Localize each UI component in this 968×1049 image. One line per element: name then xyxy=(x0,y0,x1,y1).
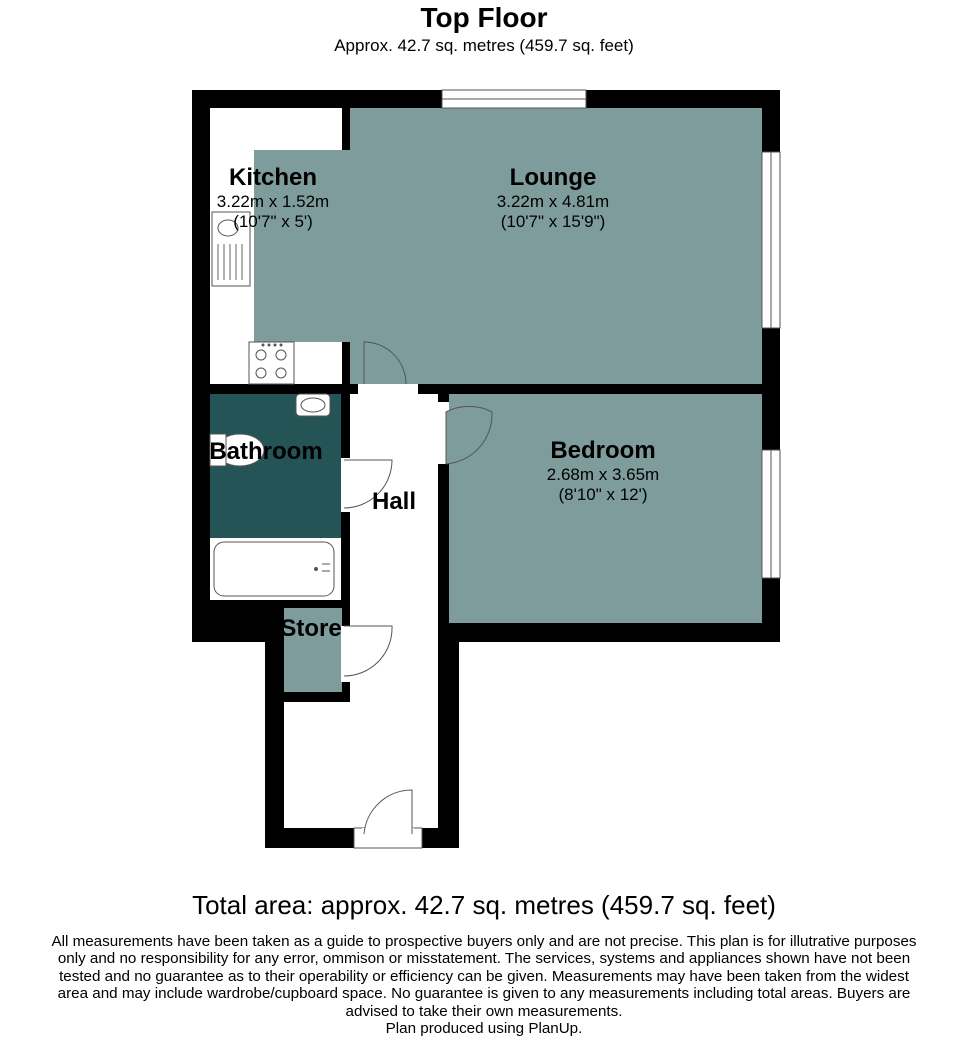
hall-label: Hall xyxy=(371,488,417,515)
disclaimer-line: Plan produced using PlanUp. xyxy=(385,1020,583,1038)
bedroom-area xyxy=(449,394,762,623)
lounge-label: Lounge xyxy=(509,164,597,191)
kitchen-dim-metric: 3.22m x 1.52m xyxy=(216,192,330,211)
total-area: Total area: approx. 42.7 sq. metres (459.7 sq. feet) xyxy=(192,890,776,920)
bathroom-label: Bathroom xyxy=(209,438,323,465)
lounge-dim-imperial: (10'7" x 15'9") xyxy=(500,212,606,231)
disclaimer-line: advised to take their own measurements. xyxy=(345,1002,623,1020)
bedroom-label: Bedroom xyxy=(550,437,656,464)
kitchen-label: Kitchen xyxy=(228,164,318,191)
disclaimer-line: All measurements have been taken as a guide to prospective buyers only and are not precise. This plan is for illutrative purposes xyxy=(51,933,917,950)
store-label: Store xyxy=(280,615,342,642)
plan-title: Top Floor xyxy=(420,2,548,33)
disclaimer xyxy=(4,933,964,1037)
disclaimer-line: only and no responsibility for any error, ommison or misstatement. The services, systems and appliances shown have not been xyxy=(57,950,911,968)
lounge-dim-metric: 3.22m x 4.81m xyxy=(496,192,610,211)
hall-lower-area xyxy=(284,702,438,828)
bedroom-dim-imperial: (8'10" x 12') xyxy=(558,485,648,504)
disclaimer-line: tested and no guarantee as to their operability or efficiency can be given. Measurements may have been taken from the widest xyxy=(59,967,909,985)
disclaimer-line: area and may include wardrobe/cupboard space. No guarantee is given to any measurements including total areas. Buyers are xyxy=(57,985,911,1003)
bedroom-dim-metric: 2.68m x 3.65m xyxy=(546,465,660,484)
plan-subtitle: Approx. 42.7 sq. metres (459.7 sq. feet) xyxy=(334,36,634,55)
hob-icon xyxy=(249,342,294,384)
kitchen-dim-imperial: (10'7" x 5') xyxy=(233,212,313,231)
